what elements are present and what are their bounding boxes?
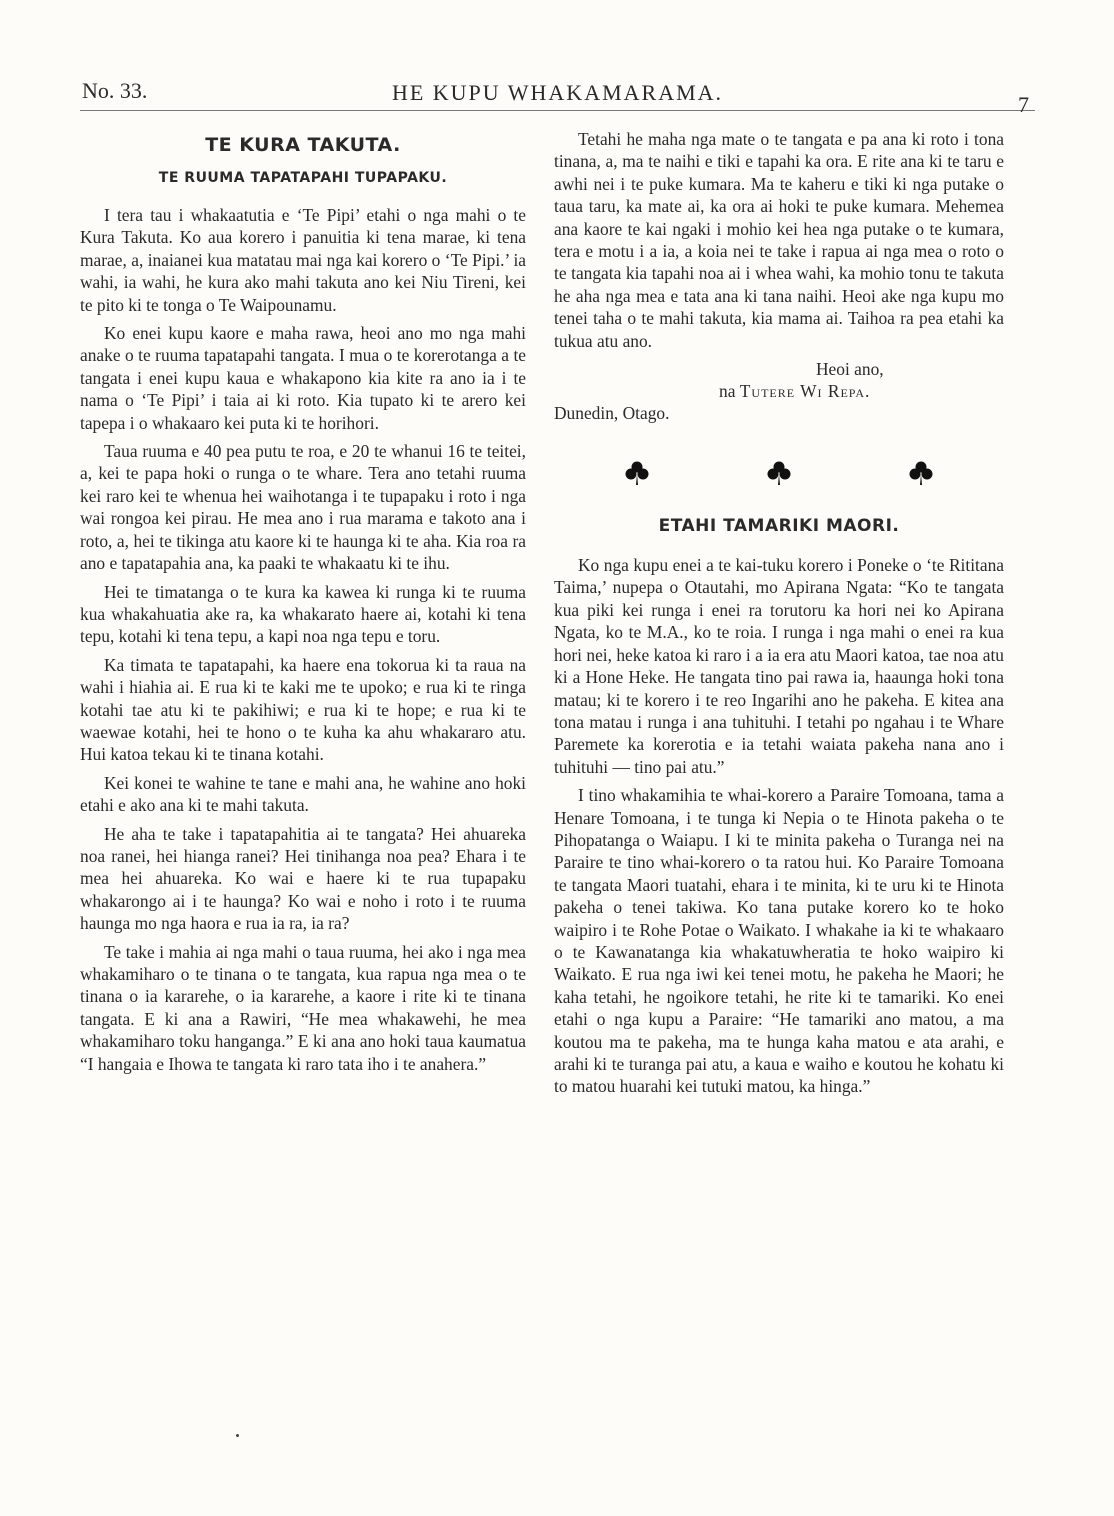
clover-icon [908,460,934,486]
paragraph: Tetahi he maha nga mate o te tangata e pa ana ki roto i tona tinana, a, ma te naihi e tiki e tapahi ka ora. E rite ana ki te taru e awhi nei i te puke kumara. Ma te kaheru e tiki ki nga putake o taua taru, ka mate ai, ka ora ai hoki te puke kumara. Mehemea ana kaore te kai ngaki i mohio kei hea nga putake o te kumara, tera e motu i a ia, a koia nei te take i rapua ai nga mea o roto o te tangata kia tapahi noa ai i whea wahi, ka mohio tonu te takuta he aha nga mea e tata ana ki tana naihi. Heoi ake nga kupu mo tenei taha o te mahi takuta, kia mama ai. Taihoa ra pea etahi ka tukua atu ano. [554,129,1004,351]
signature-place: Dunedin, Otago. [554,403,670,424]
article-title: TE KURA TAKUTA. [205,134,401,156]
paragraph: He aha te take i tapatapahitia ai te tangata? Hei ahuareka noa ranei, hei hianga ranei? Hei tinihanga noa pea? Ehara i te mea hei ahuareka. Ko wai e haere ki te rua tupapaku whakarongo ai i te haunga? Ko wai e noho i roto i te ruuma haunga mo nga haora e rua ia ra, ia ra? [80,823,526,934]
paragraph: Kei konei te wahine te tane e mahi ana, he wahine ano hoki etahi e ako ana ki te mahi takuta. [80,772,526,816]
paragraph: Ko nga kupu enei a te kai-tuku korero i Poneke o ‘te Rititana Taima,’ nupepa o Otautahi, mo Apirana Ngata: “Ko te tangata kua piki kei runga i enei ra torutoru ka hori nei ko Apirana Ngata, ko te M.A., ko te roia. I runga i nga mahi o enei ra kua hori nei, heke katoa ki raro i a ia era atu Maori katoa, tae noa atu ki a Hone Heke. He tangata tino pai rawa ia, haaunga hoki tona matau; ki te korero i te reo Ingarihi ano he pakeha. E kitea ana tona matau i runga i ana tuhituhi. I tetahi po ngahau i te Whare Paremete ka korerotia e ia tetahi waiata pakeha nana ano i tuhituhi — tino pai atu.” [554,555,1004,777]
paragraph: Taua ruuma e 40 pea putu te roa, e 20 te whanui 16 te teitei, a, kei te papa hoki o runga o te whare. Tera ano tetahi ruuma kei raro kei te whenua hei waihotanga i te tupapaku i roto i nga wai rongoa kei pirau. He mea ano i rua marama e takoto ana i roto, a, hei te tikinga atu kaore ki te haunga ki te aha. Kia roa ra ano e tapatapahia ana, ka paaki te whakaatu ki te ihu. [80,441,526,574]
clover-icon [766,460,792,486]
left-column [80,128,526,1081]
paragraph: Ka timata te tapatapahi, ka haere ena tokorua ki ta raua na wahi i hiahia ai. E rua ki te kaki me te upoko; e rua ki te ringa kotahi tae atu ki te pakihiwi; e rua ki te hope; e rua ki te waewae kotahi, hei te hono o te kuha ka ahu whakararo atu. Hui katoa tekau ki te tinana kotahi. [80,654,526,765]
paragraph: I tera tau i whakaatutia e ‘Te Pipi’ etahi o nga mahi o te Kura Takuta. Ko aua korero i panuitia ki tena marae, ki tena marae, a, inaianei kua matatau mai nga kai korero o ‘Te Pipi.’ ia wahi, ia wahi, he kura ako mahi takuta ano kei Niu Tireni, kei te pito ki te tonga o Te Waipounamu. [80,205,526,315]
signature [554,380,1004,402]
signoff: Heoi ano, [816,359,884,380]
signature-name: Tutere Wi Repa. [739,381,871,402]
paragraph: Ko enei kupu kaore e maha rawa, heoi ano mo nga mahi anake o te ruuma tapatapahi tangata. I mua o te korerotanga a te tangata i enei kupu kaua e whakapono kia kite ra ano ia i te nama o ‘Te Pipi’ i taia ai ki roto. Kia tupato ki te arero kei tapepa i o whakaaro kei puta ki te horihori. [80,323,526,433]
ornament-row [624,460,934,486]
issue-number: No. 33. [82,78,148,103]
article-title-2: ETAHI TAMARIKI MAORI. [658,516,900,537]
article-subtitle: TE RUUMA TAPATAPAHI TUPAPAKU. [158,170,448,186]
clover-icon [624,460,650,486]
print-speck [236,1434,239,1437]
paragraph: I tino whakamihia te whai-korero a Paraire Tomoana, tama a Henare Tomoana, i te tunga ki Nepia o te Hinota pakeha o te Pihopatanga o Waiapu. I ki te minita pakeha o Turanga nei na Paraire te tino whai-korero o ta ratou hui. Ko Paraire Tomoana te tangata Maori tuatahi, ehara i te minita, ki te uru ki te Hinota pakeha o tenei takiwa. Ko tana putake korero ko te hoko waipiro i te Rohe Potae o Waikato. I whakahe ia ki te whakaaro o te Kawanatanga kia whakatuwheratia te hoko waipiro ki Waikato. E rua nga iwi kei tenei motu, he pakeha he Maori; he kaha tetahi, he ngoikore tetahi, he rite ki te tamariki. Ko enei etahi o nga kupu a Paraire: “He tamariki ano matou, a ma koutou ma te pakeha, ma te hunga kaha matou e ata arahi, e arahi ki te turanga pai atu, a kaua e waiho e koutou he kohatu ki to matou huarahi kei tutuki matou, ka hinga.” [554,785,1004,1097]
page-number: 7 [1018,92,1029,117]
paragraph: Hei te timatanga o te kura ka kawea ki runga ki te ruuma kua whakahuatia ake ra, ka whakarato haere ai, kotahi ki tena tepu, kotahi ki tena tepu, a kapi noa nga tepu e toru. [80,581,526,647]
page-header [80,76,1035,117]
signature-prefix: na [719,381,736,402]
paragraph: Te take i mahia ai nga mahi o taua ruuma, hei ako i nga mea whakamiharo o te tinana o te tangata, kua rapua nga mea o te tinana o ia kararehe, o ia kararehe, a kaore i rite ki te tinana tangata. E ki ana a Rawiri, “He mea whakawehi, he mea whakamiharo toku hanganga.” E ki ana ano hoki taua kaumatua “I hangaia e Ihowa te tangata ki raro tata iho i te anahera.” [80,941,526,1074]
running-title: HE KUPU WHAKAMARAMA. [391,80,724,105]
right-column [554,128,1004,1104]
